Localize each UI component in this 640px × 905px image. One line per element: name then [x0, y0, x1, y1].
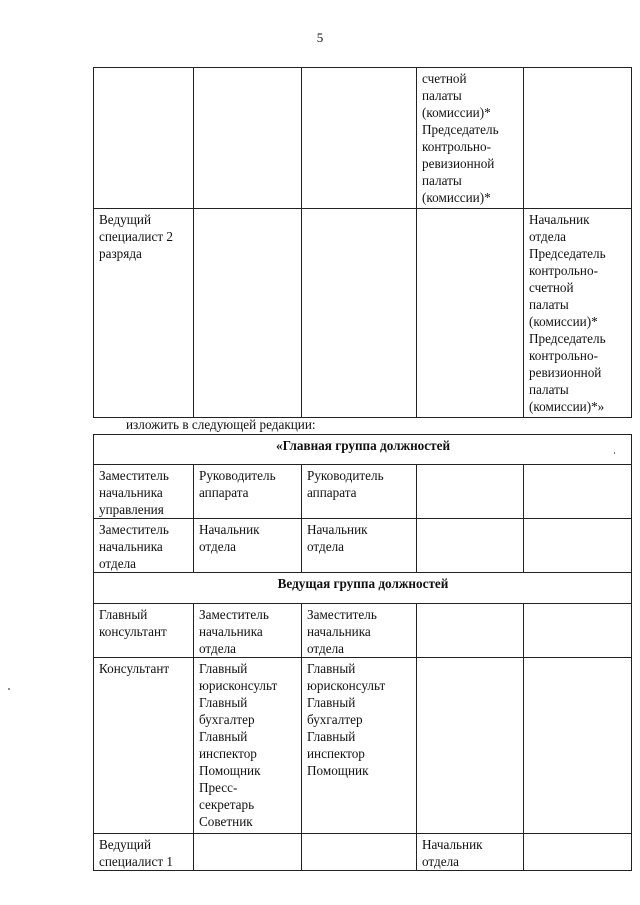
cell-line: отдела [529, 229, 567, 244]
cell-line: бухгалтер [199, 712, 255, 727]
cell-line: ревизионной [529, 365, 602, 380]
cell-line: Главный [199, 695, 248, 710]
cell-line: начальника [99, 485, 163, 500]
cell-line: отдела [422, 854, 460, 869]
cell-line: Главный [307, 661, 356, 676]
table-cell [524, 68, 632, 209]
table-cell [417, 465, 524, 519]
cell-line: Главный [307, 695, 356, 710]
scan-speck [614, 452, 615, 454]
cell-line: юрисконсульт [199, 678, 278, 693]
cell-line: Ведущий [99, 837, 152, 852]
intro-text: изложить в следующей редакции: [126, 417, 316, 432]
leading-group-header: Ведущая группа должностей [94, 573, 632, 604]
cell-line: палаты [422, 88, 462, 103]
cell-line: ревизионной [422, 156, 495, 171]
cell-line: Руководитель [199, 468, 276, 483]
cell-line: консультант [99, 624, 167, 639]
table-cell [94, 658, 194, 834]
cell-line: юрисконсульт [307, 678, 386, 693]
table-cell [417, 68, 524, 209]
table-row [94, 834, 632, 871]
cell-line: специалист 2 [99, 229, 173, 244]
scan-speck [8, 688, 10, 690]
cell-line: (комиссии)* [529, 314, 598, 329]
cell-line: секретарь [199, 797, 255, 812]
table-cell [194, 834, 302, 871]
main-group-header: «Главная группа должностей [94, 435, 632, 465]
cell-line: Начальник [529, 212, 590, 227]
table-cell [94, 604, 194, 658]
table-cell [94, 465, 194, 519]
cell-line: Пресс- [199, 780, 238, 795]
cell-line: управления [99, 502, 164, 517]
cell-line: палаты [529, 382, 569, 397]
table-row [94, 604, 632, 658]
cell-line: инспектор [199, 746, 257, 761]
cell-line: счетной [422, 71, 467, 86]
table-cell [94, 209, 194, 418]
cell-line: Главный [99, 607, 148, 622]
cell-line: Заместитель [99, 468, 169, 483]
table-cell [194, 604, 302, 658]
cell-line: начальника [199, 624, 263, 639]
cell-line: отдела [307, 539, 345, 554]
cell-line: Ведущий [99, 212, 152, 227]
table-cell [524, 519, 632, 573]
cell-line: бухгалтер [307, 712, 363, 727]
cell-line: Начальник [307, 522, 368, 537]
cell-line: (комиссии)* [422, 105, 491, 120]
cell-line: Советник [199, 814, 253, 829]
cell-line: (комиссии)*» [529, 399, 605, 414]
cell-line: начальника [307, 624, 371, 639]
cell-line: Председатель [529, 331, 606, 346]
table-row [94, 209, 632, 418]
cell-line: Начальник [199, 522, 260, 537]
table-row [94, 68, 632, 209]
table-cell [302, 209, 417, 418]
table-cell [194, 209, 302, 418]
cell-line: Главный [307, 729, 356, 744]
table-row [94, 519, 632, 573]
cell-line: палаты [529, 297, 569, 312]
cell-line: Консультант [99, 661, 170, 676]
table-cell [524, 658, 632, 834]
table-cell [524, 209, 632, 418]
table-cell [194, 519, 302, 573]
cell-line: инспектор [307, 746, 365, 761]
cell-line: палаты [422, 173, 462, 188]
cell-line: Председатель [422, 122, 499, 137]
group-header-row [94, 573, 632, 604]
table-cell [524, 834, 632, 871]
table-cell [194, 68, 302, 209]
table-cell [94, 68, 194, 209]
cell-line: отдела [307, 641, 345, 656]
top-table [93, 67, 632, 418]
table-cell [302, 604, 417, 658]
cell-line: (комиссии)* [422, 190, 491, 205]
table-row [94, 658, 632, 834]
cell-line: отдела [199, 641, 237, 656]
cell-line: Руководитель [307, 468, 384, 483]
cell-line: отдела [199, 539, 237, 554]
table-cell [524, 604, 632, 658]
table-cell [94, 834, 194, 871]
table-cell [194, 658, 302, 834]
cell-line: контрольно- [422, 139, 491, 154]
page-number: 5 [316, 30, 324, 45]
table-cell [302, 658, 417, 834]
table-cell [194, 465, 302, 519]
cell-line: начальника [99, 539, 163, 554]
table-cell [417, 834, 524, 871]
cell-line: Заместитель [307, 607, 377, 622]
table-cell [417, 604, 524, 658]
table-cell [302, 465, 417, 519]
table-row [94, 465, 632, 519]
cell-line: Главный [199, 661, 248, 676]
cell-line: специалист 1 [99, 854, 173, 869]
table-cell [524, 465, 632, 519]
table-cell [302, 519, 417, 573]
cell-line: контрольно- [529, 263, 598, 278]
cell-line: отдела [99, 556, 137, 571]
table-cell [417, 658, 524, 834]
table-cell [302, 834, 417, 871]
cell-line: Заместитель [99, 522, 169, 537]
table-cell [417, 519, 524, 573]
group-header-row [94, 435, 632, 465]
cell-line: аппарата [307, 485, 357, 500]
cell-line: Председатель [529, 246, 606, 261]
cell-line: Начальник [422, 837, 483, 852]
cell-line: контрольно- [529, 348, 598, 363]
cell-line: Помощник [307, 763, 369, 778]
cell-line: Главный [199, 729, 248, 744]
cell-line: счетной [529, 280, 574, 295]
cell-line: Помощник [199, 763, 261, 778]
table-cell [94, 519, 194, 573]
table-cell [302, 68, 417, 209]
cell-line: разряда [99, 246, 142, 261]
table-cell [417, 209, 524, 418]
cell-line: Заместитель [199, 607, 269, 622]
bottom-table [93, 434, 632, 871]
cell-line: аппарата [199, 485, 249, 500]
